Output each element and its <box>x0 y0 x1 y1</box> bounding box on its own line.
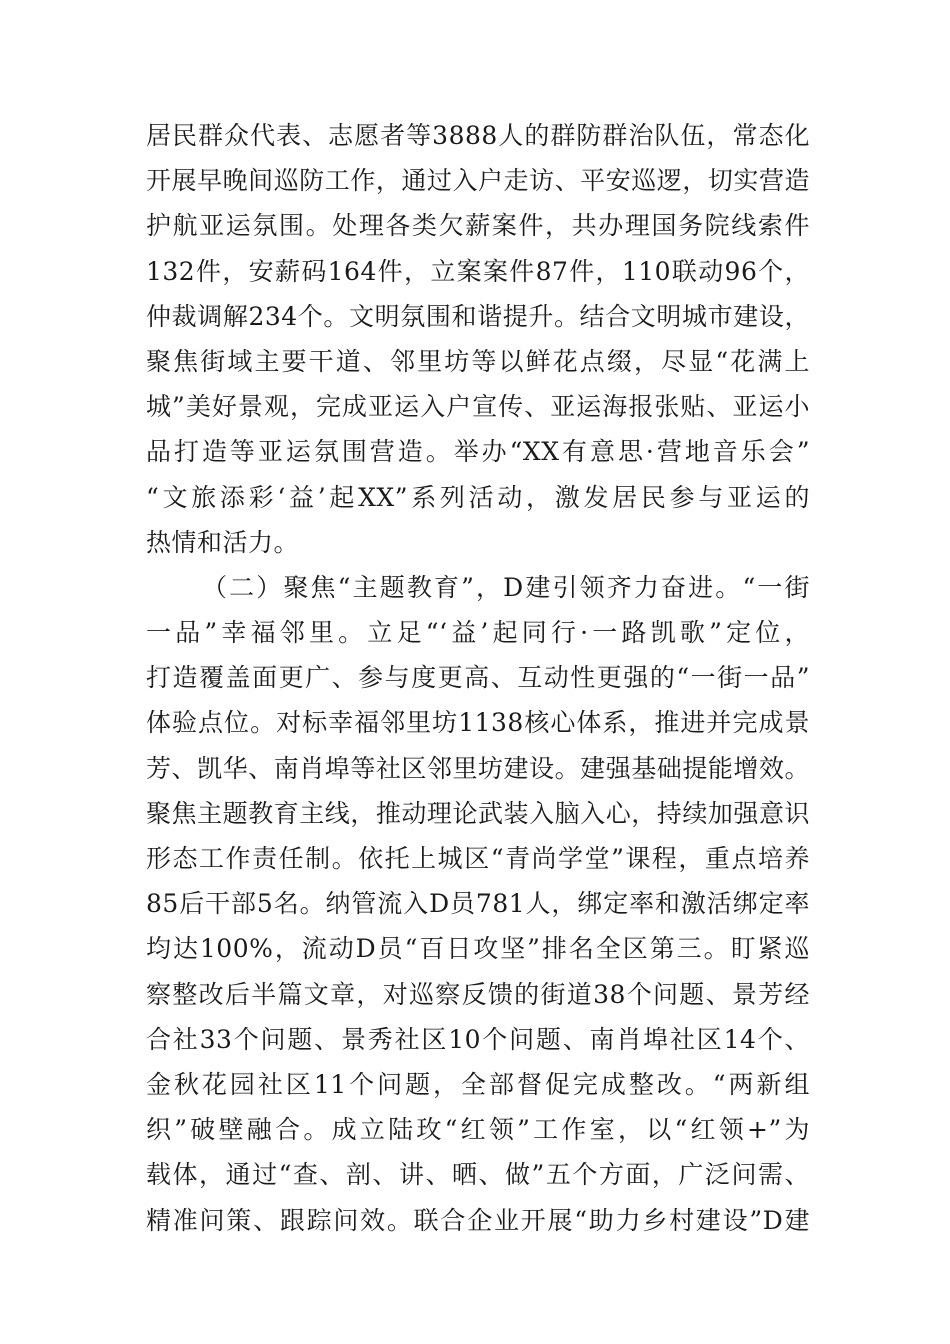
text-line: 热情和活力。 <box>146 527 300 557</box>
text-line: 合社33个问题、景秀社区10个问题、南肖埠社区14个、 <box>146 1024 810 1054</box>
text-line: 载体，通过“查、剖、讲、晒、做”五个方面，广泛问需、 <box>146 1160 810 1190</box>
text-line: 聚焦主题教育主线，推动理论武装入脑入心，持续加强意识 <box>146 798 810 828</box>
text-line: 打造覆盖面更广、参与度更高、互动性更强的“一街一品” <box>146 663 810 693</box>
text-line: 仲裁调解234个。文明氛围和谐提升。结合文明城市建设， <box>146 301 810 331</box>
text-line: 一品”幸福邻里。立足“‘益’起同行·一路凯歌”定位， <box>146 618 810 648</box>
text-line: 132件，安薪码164件，立案案件87件，110联动96个， <box>146 256 810 286</box>
text-line: 85后干部5名。纳管流入D员781人，绑定率和激活绑定率 <box>146 889 810 919</box>
text-line: 体验点位。对标幸福邻里坊1138核心体系，推进并完成景 <box>146 708 810 738</box>
text-line: 均达100%，流动D员“百日攻坚”排名全区第三。盯紧巡 <box>146 934 810 964</box>
text-line: 居民群众代表、志愿者等3888人的群防群治队伍，常态化 <box>146 121 810 150</box>
text-line: 形态工作责任制。依托上城区“青尚学堂”课程，重点培养 <box>146 844 810 873</box>
text-line: “文旅添彩‘益’起XX”系列活动，激发居民参与亚运的 <box>146 482 810 512</box>
text-line: 城”美好景观，完成亚运入户宣传、亚运海报张贴、亚运小 <box>146 392 810 422</box>
text-line: 精准问策、跟踪问效。联合企业开展“助力乡村建设”D建 <box>146 1205 810 1235</box>
text-line: 护航亚运氛围。处理各类欠薪案件，共办理国务院线索件 <box>146 211 810 241</box>
text-line: 开展早晚间巡防工作，通过入户走访、平安巡逻，切实营造 <box>146 166 810 196</box>
document-body <box>146 113 810 1243</box>
text-line: 金秋花园社区11个问题，全部督促完成整改。“两新组 <box>146 1069 810 1099</box>
text-line: 芳、凯华、南肖埠等社区邻里坊建设。建强基础提能增效。 <box>146 753 810 783</box>
text-line: 聚焦街域主要干道、邻里坊等以鲜花点缀，尽显“花满上 <box>146 346 810 376</box>
text-line: 品打造等亚运氛围营造。举办“XX有意思·营地音乐会” <box>146 437 810 467</box>
text-line: 察整改后半篇文章，对巡察反馈的街道38个问题、景芳经 <box>146 979 810 1009</box>
section-heading-line: （二）聚焦“主题教育”，D建引领齐力奋进。“一街 <box>202 572 810 602</box>
text-line: 织”破壁融合。成立陆玫“红领”工作室，以“红领+”为 <box>146 1115 810 1145</box>
